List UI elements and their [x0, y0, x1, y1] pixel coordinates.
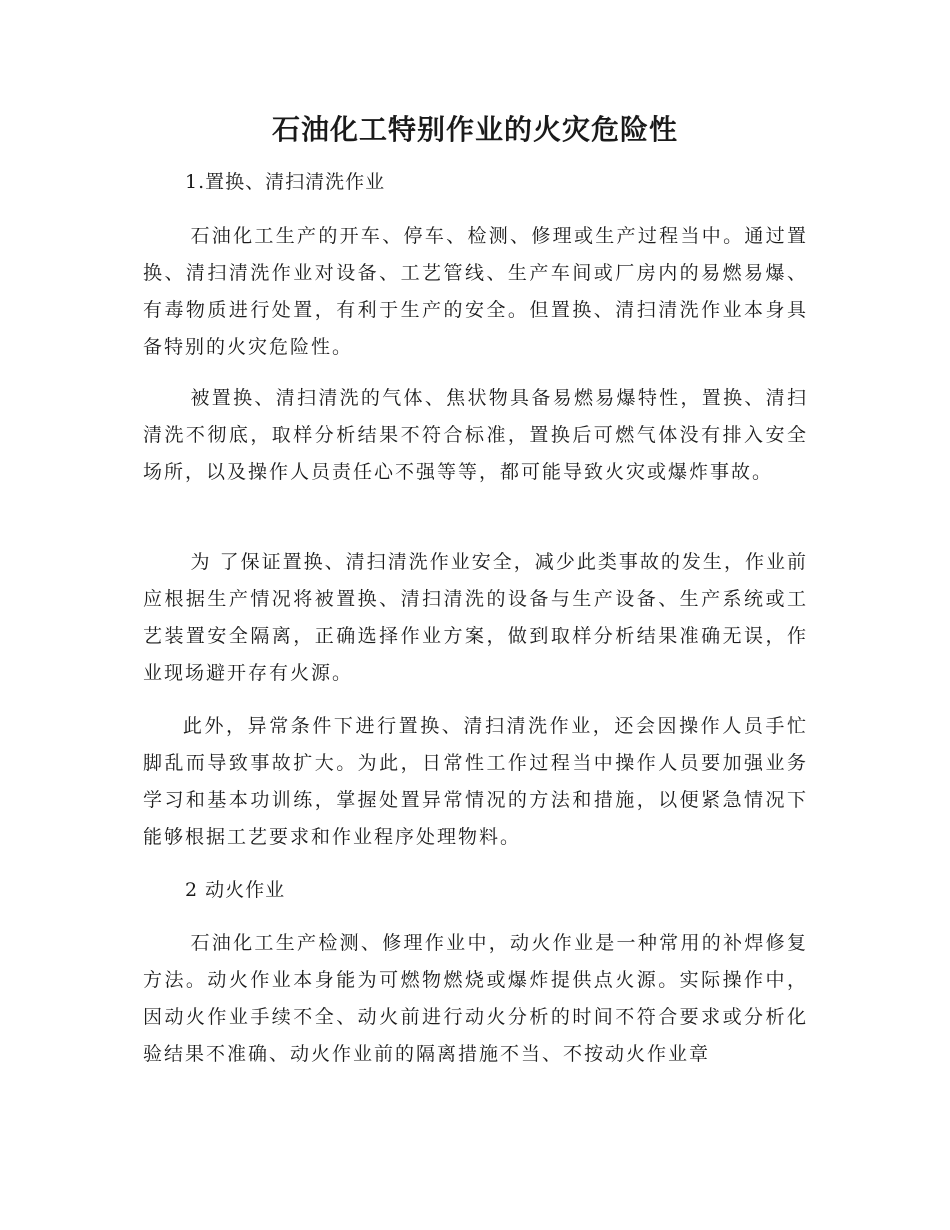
document-title: 石油化工特别作业的火灾危险性 — [271, 113, 678, 146]
paragraph-abnormal-conditions: 此外，异常条件下进行置换、清扫清洗作业，还会因操作人员手忙脚乱而导致事故扩大。为此，日常性工作过程当中操作人员要加强业务学习和基本功训练，掌握处置异常情况的方法和措施，以便紧急情况下能够根据工艺要求和作业程序处理物料。 — [143, 715, 808, 848]
paragraph-safety-measures: 为 了保证置换、清扫清洗作业安全，减少此类事故的发生，作业前应根据生产情况将被置换、清扫清洗的设备与生产设备、生产系统或工艺装置安全隔离，正确选择作业方案，做到取样分析结果准确无误，作业现场避开存有火源。 — [143, 551, 808, 684]
paragraph-intro: 石油化工生产的开车、停车、检测、修理或生产过程当中。通过置换、清扫清洗作业对设备、工艺管线、生产车间或厂房内的易燃易爆、有毒物质进行处置，有利于生产的安全。但置换、清扫清洗作业本身具备特别的火灾危险性。 — [143, 225, 808, 358]
paragraph-hazard-causes: 被置换、清扫清洗的气体、焦状物具备易燃易爆特性，置换、清扫清洗不彻底，取样分析结果不符合标准，置换后可燃气体没有排入安全场所，以及操作人员责任心不强等等，都可能导致火灾或爆炸事故。 — [143, 387, 808, 483]
section-heading-replacement-cleaning: 1.置换、清扫清洗作业 — [185, 171, 386, 193]
section-heading-hot-work: 2 动火作业 — [185, 879, 286, 901]
paragraph-hot-work: 石油化工生产检测、修理作业中，动火作业是一种常用的补焊修复方法。动火作业本身能为可燃物燃烧或爆炸提供点火源。实际操作中，因动火作业手续不全、动火前进行动火分析的时间不符合要求或分析化验结果不准确、动火作业前的隔离措施不当、不按动火作业章 — [143, 932, 808, 1065]
